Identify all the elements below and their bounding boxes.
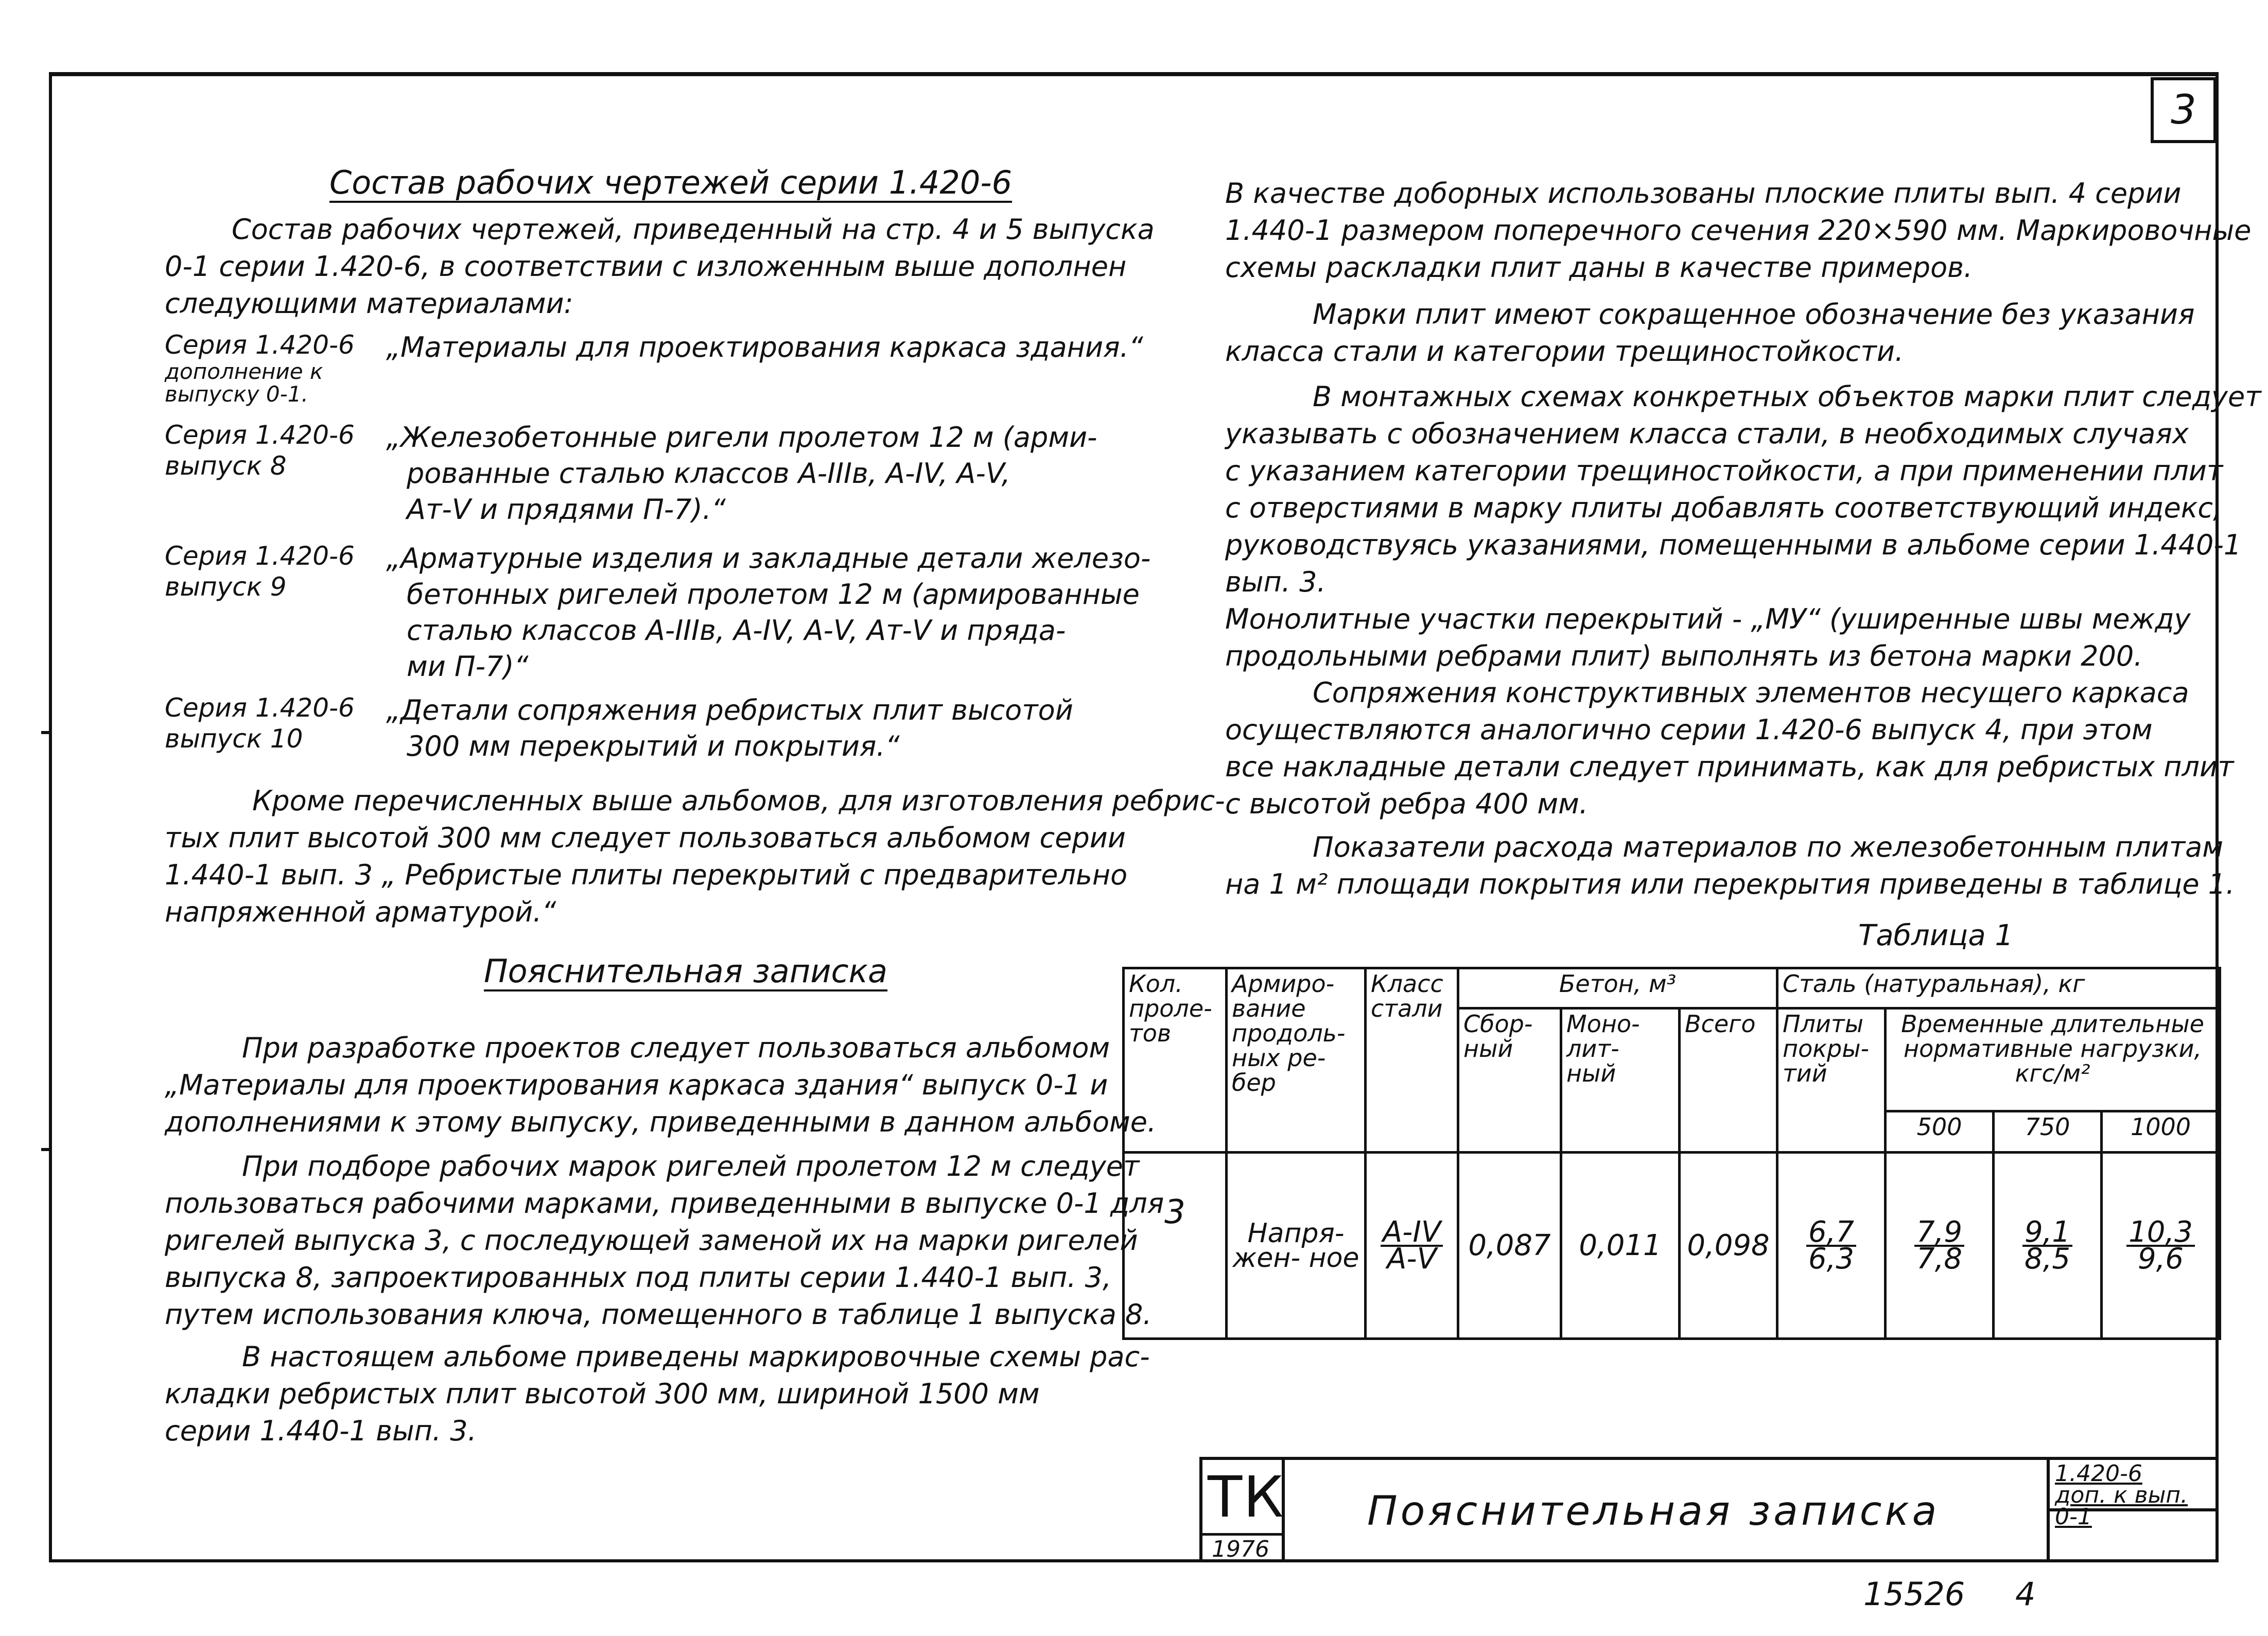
text-line: руководствуясь указаниями, помещенными в альбоме серии 1.440-1: [1225, 529, 2242, 561]
text-line: вып. 3.: [1225, 566, 1326, 598]
header-precast: Сбор- ный: [1458, 1008, 1561, 1153]
series-code-line: 1.420-6: [2055, 1460, 2142, 1487]
text-line: Монолитные участки перекрытий - „МУ“ (уширенные швы между: [1225, 603, 2191, 635]
fraction-top: 10,3: [2126, 1220, 2195, 1247]
series-description: [386, 329, 1143, 366]
text-line: Показатели расхода материалов по железобетонным плитам: [1313, 831, 2224, 863]
series-description: [386, 420, 1097, 528]
fraction-bottom: А-V: [1387, 1242, 1437, 1276]
header-spans: Кол. проле- тов: [1124, 968, 1227, 1153]
header-load-1000: 1000: [2102, 1111, 2220, 1153]
text-line: пользоваться рабочими марками, приведенными в выпуске 0-1 для: [165, 1187, 1164, 1220]
text-line: 0-1 серии 1.420-6, в соответствии с изложенным выше дополнен: [165, 250, 1127, 283]
fraction-bottom: 8,5: [2024, 1242, 2071, 1276]
header-load-750: 750: [1994, 1111, 2102, 1153]
fraction-bottom: 6,3: [1808, 1242, 1855, 1276]
margin-tick: [41, 731, 51, 734]
text-line: бетонных ригелей пролетом 12 м (армированные: [407, 578, 1140, 611]
text-line: с высотой ребра 400 мм.: [1225, 788, 1589, 820]
text-line: Марки плит имеют сокращенное обозначение без указания: [1313, 298, 2195, 330]
inventory-number: 15526: [1863, 1575, 1965, 1613]
text-line: Состав рабочих чертежей, приведенный на стр. 4 и 5 выпуска: [232, 213, 1155, 246]
cell-precast: 0,087: [1458, 1153, 1561, 1339]
text-line: „Материалы для проектирования каркаса здания“ выпуск 0-1 и: [165, 1069, 1108, 1101]
text-line: путем использования ключа, помещенного в таблице 1 выпуска 8.: [165, 1298, 1152, 1331]
text-line: 300 мм перекрытий и покрытия.“: [407, 730, 900, 762]
cell-steel-class: [1366, 1153, 1458, 1339]
paragraph-girders: [165, 1148, 1164, 1333]
text-line: кладки ребристых плит высотой 300 мм, шириной 1500 мм: [165, 1378, 1040, 1410]
text-line: В монтажных схемах конкретных объектов марки плит следует: [1313, 380, 2261, 413]
sheet-title: Пояснительная записка: [1367, 1488, 1940, 1535]
text-line: все накладные детали следует принимать, как для ребристых плит: [1225, 751, 2234, 783]
text-line: выпуск 8: [165, 451, 287, 481]
header-reinforcement: Армиро- вание продоль- ных ре- бер: [1227, 968, 1366, 1153]
materials-table: [1122, 967, 2221, 1340]
albums-paragraph: [165, 782, 1225, 931]
fraction-bottom: 9,6: [2137, 1242, 2184, 1276]
cell-load-750: [1994, 1153, 2102, 1339]
cell-monolithic: 0,011: [1561, 1153, 1680, 1339]
organization-logo: [1202, 1460, 1285, 1562]
text-line: Серия 1.420-6: [165, 330, 355, 360]
text-line: на 1 м² площади покрытия или перекрытия приведены в таблице 1.: [1225, 868, 2235, 900]
fraction-top: 7,9: [1914, 1220, 1964, 1247]
text-line: выпуску 0-1.: [165, 381, 308, 407]
cell-total: 0,098: [1680, 1153, 1777, 1339]
text-line: схемы раскладки плит даны в качестве примеров.: [1225, 251, 1973, 284]
series-code: [2047, 1460, 2219, 1530]
series-code-line: доп. к вып. 0-1: [2055, 1482, 2188, 1530]
paragraph-consumption: [1225, 829, 2235, 903]
cell-reinforcement: Напря- жен- ное: [1227, 1153, 1366, 1339]
cell-slab-steel: [1777, 1153, 1886, 1339]
text-line: напряженной арматурой.“: [165, 896, 556, 928]
header-loads: Временные длительные нормативные нагрузки, кгс/м²: [1886, 1008, 2220, 1111]
text-line: осуществляются аналогично серии 1.420-6 выпуск 4, при этом: [1225, 713, 2153, 746]
text-line: рованные сталью классов А-IIIв, А-IV, А-V,: [407, 457, 1010, 490]
cell-spans: 3: [1124, 1153, 1227, 1339]
page-number: 3: [2151, 77, 2217, 143]
header-total: Всего: [1680, 1008, 1777, 1153]
series-label: [165, 541, 355, 602]
text-line: дополнение к: [165, 359, 323, 384]
paragraph-schemes: [165, 1338, 1150, 1450]
cell-load-1000: [2102, 1153, 2220, 1339]
series-label: [165, 420, 355, 481]
text-line: Кроме перечисленных выше альбомов, для изготовления ребрис-: [252, 785, 1225, 817]
sheet-number: 4: [2015, 1575, 2036, 1613]
text-line: тых плит высотой 300 мм следует пользоваться альбомом серии: [165, 822, 1126, 854]
text-line: Серия 1.420-6: [165, 541, 355, 571]
paragraph-slab-marks: [1225, 296, 2195, 370]
series-description: [386, 692, 1073, 764]
paragraph-projects: [165, 1030, 1156, 1141]
text-line: Сопряжения конструктивных элементов несущего каркаса: [1313, 676, 2189, 709]
text-line: указывать с обозначением класса стали, в необходимых случаях: [1225, 417, 2189, 450]
title-block-empty-cell: [2047, 1511, 2219, 1562]
heading-explanatory-note: Пояснительная записка: [484, 952, 888, 990]
series-label: [165, 329, 355, 406]
logo-divider: [1202, 1533, 1282, 1536]
text-line: При разработке проектов следует пользоваться альбомом: [242, 1032, 1110, 1064]
margin-tick: [41, 1148, 51, 1151]
text-line: „Арматурные изделия и закладные детали железо-: [386, 542, 1151, 575]
text-line: следующими материалами:: [165, 287, 573, 320]
text-line: При подборе рабочих марок ригелей пролетом 12 м следует: [242, 1150, 1140, 1182]
text-line: 1.440-1 вып. 3 „ Ребристые плиты перекрытий с предварительно: [165, 859, 1128, 891]
text-line: „Материалы для проектирования каркаса здания.“: [386, 331, 1143, 363]
header-concrete: Бетон, м³: [1458, 968, 1777, 1008]
title-block: [1199, 1457, 2219, 1562]
text-line: выпуска 8, запроектированных под плиты серии 1.440-1 вып. 3,: [165, 1261, 1112, 1294]
text-line: ми П-7)“: [407, 650, 529, 683]
heading-composition: Состав рабочих чертежей серии 1.420-6: [329, 164, 1013, 201]
intro-paragraph: [165, 211, 1155, 322]
text-line: В настоящем альбоме приведены маркировочные схемы рас-: [242, 1341, 1150, 1373]
cell-load-500: [1886, 1153, 1994, 1339]
text-line: с отверстиями в марку плиты добавлять соответствующий индекс,: [1225, 492, 2222, 524]
text-line: 1.440-1 размером поперечного сечения 220×590 мм. Маркировочные: [1225, 214, 2252, 247]
header-monolithic: Моно- лит- ный: [1561, 1008, 1680, 1153]
fraction-top: 9,1: [2022, 1220, 2072, 1247]
text-line: продольными ребрами плит) выполнять из бетона марки 200.: [1225, 640, 2143, 672]
fraction-top: 6,7: [1806, 1220, 1856, 1247]
logo-year: 1976: [1212, 1536, 1269, 1562]
fraction-bottom: 7,8: [1916, 1242, 1963, 1276]
header-load-500: 500: [1886, 1111, 1994, 1153]
paragraph-flat-slabs: [1225, 175, 2251, 286]
text-line: Серия 1.420-6: [165, 420, 355, 450]
text-line: выпуск 10: [165, 724, 303, 754]
text-line: „Железобетонные ригели пролетом 12 м (арми-: [386, 421, 1097, 454]
paragraph-mounting-schemes: [1225, 378, 2261, 675]
paragraph-connections: [1225, 674, 2234, 823]
text-line: дополнениями к этому выпуску, приведенными в данном альбоме.: [165, 1106, 1157, 1138]
text-line: В качестве доборных использованы плоские плиты вып. 4 серии: [1225, 177, 2182, 210]
header-steel-class: Класс стали: [1366, 968, 1458, 1153]
series-description: [386, 541, 1150, 685]
fraction-top: А-IV: [1381, 1220, 1443, 1247]
text-line: сталью классов А-IIIв, А-IV, А-V, Ат-V и пряда-: [407, 614, 1066, 647]
header-slab-steel: Плиты покры- тий: [1777, 1008, 1886, 1153]
text-line: „Детали сопряжения ребристых плит высотой: [386, 694, 1073, 726]
logo-text: ТК: [1208, 1464, 1285, 1530]
text-line: серии 1.440-1 вып. 3.: [165, 1415, 477, 1447]
text-line: Серия 1.420-6: [165, 693, 355, 723]
text-line: класса стали и категории трещиностойкости.: [1225, 335, 1904, 368]
text-line: выпуск 9: [165, 572, 287, 602]
header-steel: Сталь (натуральная), кг: [1777, 968, 2220, 1008]
table-caption: Таблица 1: [1858, 919, 2014, 952]
text-line: с указанием категории трещиностойкости, а при применении плит: [1225, 455, 2223, 487]
text-line: ригелей выпуска 3, с последующей заменой их на марки ригелей: [165, 1224, 1138, 1257]
series-label: [165, 692, 355, 754]
text-line: Ат-V и прядями П-7).“: [407, 493, 726, 526]
